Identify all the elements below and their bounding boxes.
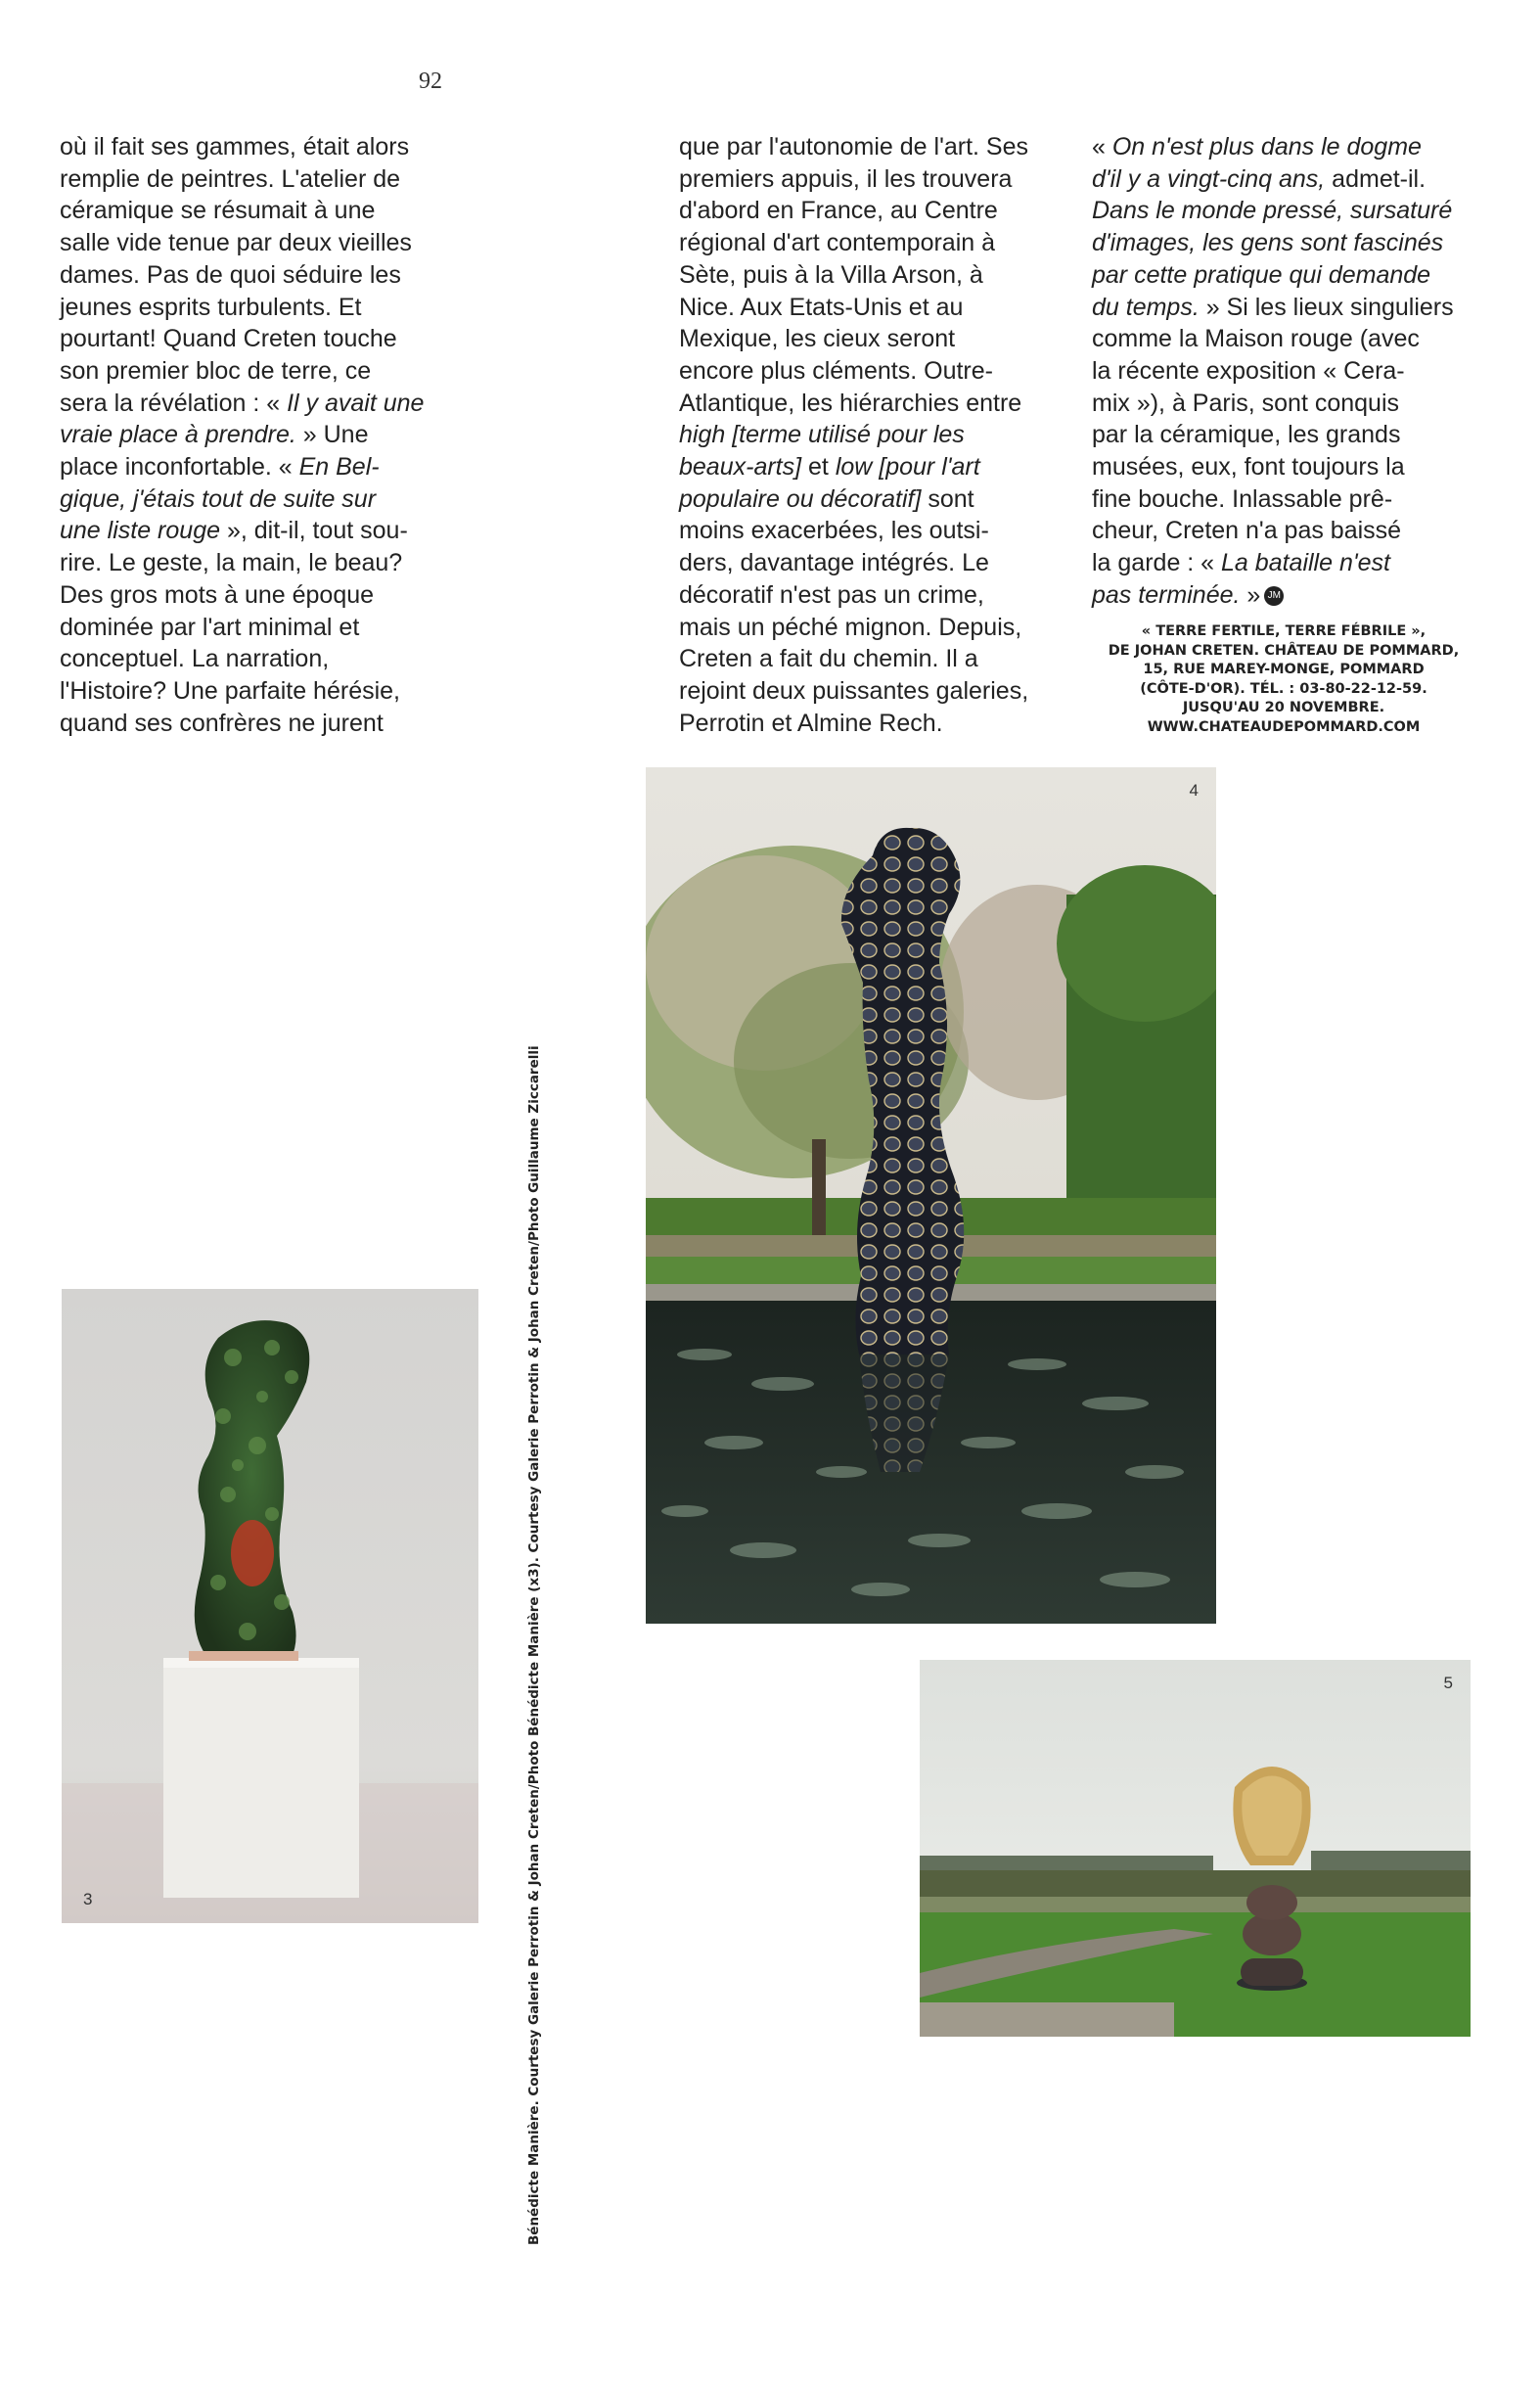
italic-text: low [pour l'art — [835, 453, 980, 482]
text: pourtant! Quand Creten touche — [60, 325, 397, 353]
text-line — [60, 612, 451, 644]
text: conceptuel. La narration, — [60, 645, 330, 673]
text: décoratif n'est pas un crime, — [679, 580, 984, 609]
photo-4-pond-sculpture — [646, 767, 1216, 1624]
text: que par l'autonomie de l'art. Ses — [679, 133, 1028, 161]
text: dames. Pas de quoi séduire les — [60, 260, 401, 289]
text-line — [679, 547, 1070, 579]
text-line — [1092, 515, 1483, 547]
text-line — [1092, 388, 1483, 420]
text-line — [60, 259, 451, 292]
italic-text: high [terme utilisé pour les — [679, 421, 965, 449]
text-line — [679, 419, 1070, 451]
text: sont — [921, 484, 974, 513]
italic-text: On n'est plus dans le dogme — [1111, 133, 1422, 161]
text-line — [1092, 355, 1483, 388]
italic-text: par cette pratique qui demande — [1092, 260, 1431, 289]
text-line — [679, 483, 1070, 516]
italic-text: une liste rouge — [60, 517, 221, 545]
italic-text: d'il y a vingt-cinq ans, — [1092, 164, 1326, 193]
photo-3-green-torso — [62, 1289, 478, 1923]
italic-text: populaire ou décoratif] — [679, 484, 922, 513]
text-line — [679, 259, 1070, 292]
photo-5-image — [920, 1660, 1471, 2037]
italic-text: Il y avait une — [287, 389, 425, 417]
exhibition-info — [1088, 622, 1479, 738]
text-line — [60, 579, 451, 612]
text: rire. Le geste, la main, le beau? — [60, 549, 403, 577]
text: Mexique, les cieux seront — [679, 325, 956, 353]
text: fine bouche. Inlassable prê- — [1092, 484, 1393, 513]
exhibition-info-line: WWW.CHATEAUDEPOMMARD.COM — [1147, 718, 1421, 735]
text: quand ses confrères ne jurent — [60, 709, 384, 737]
text-line — [679, 227, 1070, 259]
italic-text: La bataille n'est — [1221, 549, 1390, 577]
text: rejoint deux puissantes galeries, — [679, 676, 1029, 705]
text-line — [679, 195, 1070, 227]
text: musées, eux, font toujours la — [1092, 453, 1405, 482]
article-column-2 — [679, 131, 1070, 739]
italic-text: Dans le monde pressé, sursaturé — [1092, 197, 1453, 225]
text: premiers appuis, il les trouvera — [679, 164, 1013, 193]
text-line — [679, 388, 1070, 420]
text-line — [679, 163, 1070, 196]
exhibition-info-line: « TERRE FERTILE, TERRE FÉBRILE », — [1141, 623, 1427, 639]
text-line — [1092, 483, 1483, 516]
text-line — [1092, 419, 1483, 451]
text: Nice. Aux Etats-Unis et au — [679, 293, 964, 321]
text: cheur, Creten n'a pas baissé — [1092, 517, 1402, 545]
italic-text: En Bel- — [298, 453, 380, 482]
text-line — [679, 708, 1070, 740]
text: » — [1240, 580, 1261, 609]
article-column-1 — [60, 131, 451, 739]
text-line — [60, 163, 451, 196]
text: par la céramique, les grands — [1092, 421, 1401, 449]
text-line — [1092, 163, 1483, 196]
text: jeunes esprits turbulents. Et — [60, 293, 362, 321]
text-line — [60, 643, 451, 675]
text-line — [1092, 451, 1483, 483]
photo-4-image — [646, 767, 1216, 1624]
text: l'Histoire? Une parfaite hérésie, — [60, 676, 400, 705]
text: Sète, puis à la Villa Arson, à — [679, 260, 983, 289]
italic-text: pas terminée. — [1092, 580, 1241, 609]
text: et — [801, 453, 836, 482]
text: admet-il. — [1325, 164, 1427, 193]
text: d'abord en France, au Centre — [679, 197, 998, 225]
text: régional d'art contemporain à — [679, 229, 996, 257]
text: son premier bloc de terre, ce — [60, 356, 372, 385]
text-line — [60, 292, 451, 324]
text-line — [1092, 131, 1483, 163]
photo-5-garden-sculpture — [920, 1660, 1471, 2037]
text-line — [60, 131, 451, 163]
text: moins exacerbées, les outsi- — [679, 517, 989, 545]
text-line — [679, 323, 1070, 355]
text: où il fait ses gammes, était alors — [60, 133, 410, 161]
text-line — [679, 451, 1070, 483]
text: salle vide tenue par deux vieilles — [60, 229, 412, 257]
text: mais un péché mignon. Depuis, — [679, 613, 1022, 641]
text: sera la révélation : « — [60, 389, 288, 417]
text-line — [60, 355, 451, 388]
photo-3-number: 3 — [83, 1890, 93, 1908]
text: », dit-il, tout sou- — [220, 517, 408, 545]
text-line — [679, 292, 1070, 324]
text-line — [60, 451, 451, 483]
italic-text: beaux-arts] — [679, 453, 802, 482]
text: Atlantique, les hiérarchies entre — [679, 389, 1022, 417]
text: » Une — [295, 421, 369, 449]
text-line — [679, 612, 1070, 644]
text-line — [1092, 292, 1483, 324]
exhibition-info-line: DE JOHAN CRETEN. CHÂTEAU DE POMMARD, — [1108, 642, 1460, 659]
italic-text: vraie place à prendre. — [60, 421, 296, 449]
text: » Si les lieux singuliers — [1199, 293, 1454, 321]
exhibition-info-line: 15, RUE MAREY-MONGE, POMMARD — [1143, 662, 1425, 678]
text-line — [1092, 579, 1483, 612]
text: Perrotin et Almine Rech. — [679, 709, 943, 737]
italic-text: gique, j'étais tout de suite sur — [60, 484, 377, 513]
photo-4-number: 4 — [1189, 781, 1199, 800]
text-line — [60, 515, 451, 547]
text-line — [60, 195, 451, 227]
photo-3-image — [62, 1289, 478, 1923]
text: place inconfortable. « — [60, 453, 299, 482]
text: « — [1092, 133, 1112, 161]
text-line — [1092, 227, 1483, 259]
text-line — [1092, 259, 1483, 292]
text: la récente exposition « Cera- — [1092, 356, 1405, 385]
italic-text: d'images, les gens sont fascinés — [1092, 229, 1444, 257]
photo-credit: Bénédicte Manière. Courtesy Galerie Perrotin & Johan Creten/Photo Bénédicte Manière (x3). Courtesy Galerie Perrotin & Johan Creten/Photo Guillaume Ziccarelli — [526, 1045, 542, 2245]
exhibition-info-line: (CÔTE-D'OR). TÉL. : 03-80-22-12-59. — [1140, 680, 1427, 697]
text-line — [60, 419, 451, 451]
text-line — [679, 355, 1070, 388]
text-line — [679, 643, 1070, 675]
text-line — [679, 131, 1070, 163]
text: ders, davantage intégrés. Le — [679, 549, 989, 577]
text: Des gros mots à une époque — [60, 580, 375, 609]
text: céramique se résumait à une — [60, 197, 376, 225]
text: mix »), à Paris, sont conquis — [1092, 389, 1400, 417]
text-line — [1092, 323, 1483, 355]
text: comme la Maison rouge (avec — [1092, 325, 1420, 353]
text-line — [60, 227, 451, 259]
text-line — [60, 388, 451, 420]
text-line — [679, 675, 1070, 708]
text-line — [1092, 547, 1483, 579]
text-line — [60, 675, 451, 708]
text-line — [60, 547, 451, 579]
text: la garde : « — [1092, 549, 1222, 577]
text-line — [1092, 195, 1483, 227]
italic-text: du temps. — [1092, 293, 1200, 321]
text: Creten a fait du chemin. Il a — [679, 645, 978, 673]
text: dominée par l'art minimal et — [60, 613, 360, 641]
exhibition-info-line: JUSQU'AU 20 NOVEMBRE. — [1182, 700, 1385, 716]
page-number: 92 — [419, 69, 442, 94]
text-line — [679, 579, 1070, 612]
text-line — [60, 323, 451, 355]
text: encore plus cléments. Outre- — [679, 356, 993, 385]
text: remplie de peintres. L'atelier de — [60, 164, 401, 193]
end-mark-icon: JM — [1264, 586, 1284, 606]
text-line — [60, 483, 451, 516]
text-line — [679, 515, 1070, 547]
article-column-3 — [1092, 131, 1483, 612]
text-line — [60, 708, 451, 740]
photo-5-number: 5 — [1443, 1674, 1453, 1692]
